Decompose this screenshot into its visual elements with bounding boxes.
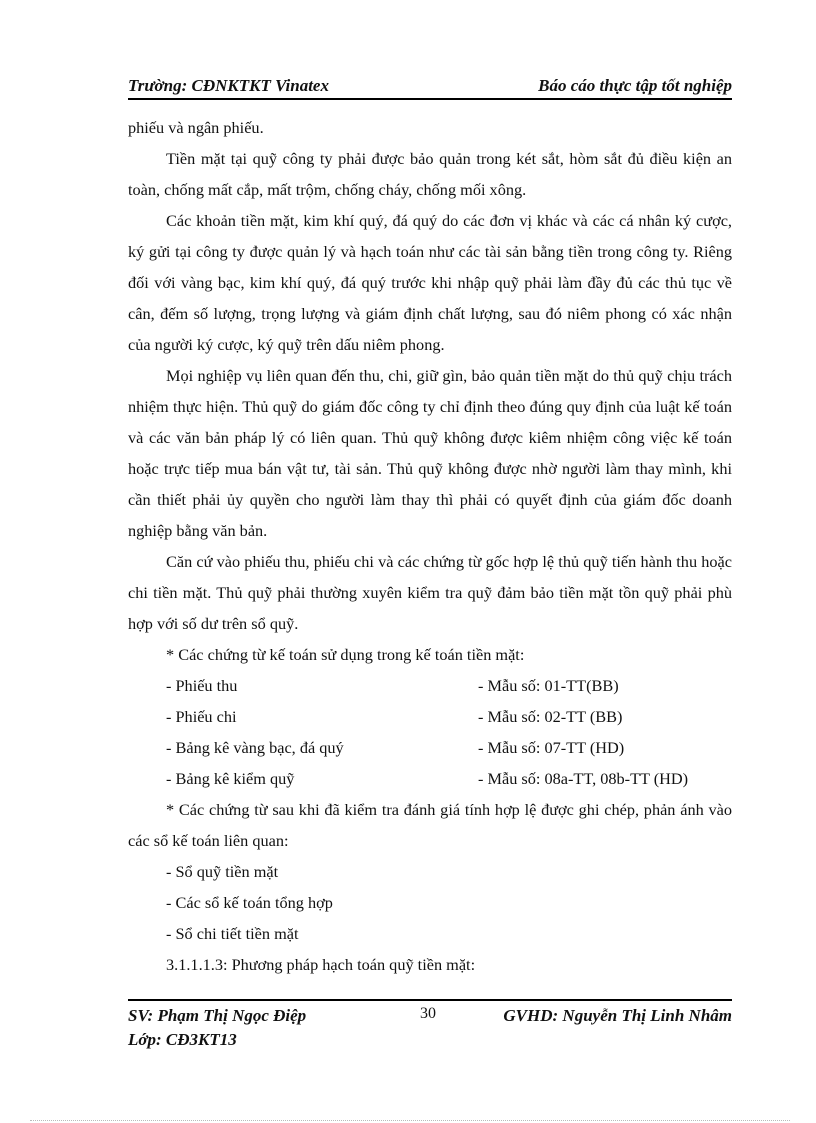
class-name: Lớp: CĐ3KT13 [128,1030,237,1049]
section-heading: 3.1.1.1.3: Phương pháp hạch toán quỹ tiền mặt: [166,955,476,974]
page-edge [30,1120,790,1121]
doc-row [128,763,732,794]
doc-row [128,732,732,763]
document-body [128,112,732,980]
paragraph: Các khoản tiền mặt, kim khí quý, đá quý do các đơn vị khác và các cá nhân ký cược, ký gửi tại công ty được quản lý và hạch toán như các tài sản bằng tiền trong công ty. Riêng đối với vàng bạc, kim khí quý, đá quý trước khi nhập quỹ phải làm đầy đủ các thủ tục về cân, đếm số lượng, trọng lượng và giám định chất lượng, sau đó niêm phong có xác nhận của người ký cược, ký quỹ trên dấu niêm phong. [128,211,732,354]
student-name: SV: Phạm Thị Ngọc Điệp [128,1006,307,1025]
book-item: - Sổ quỹ tiền mặt [166,862,279,881]
doc-name: - Bảng kê kiểm quỹ [166,769,295,788]
doc-form: - Mẫu số: 08a-TT, 08b-TT (HD) [478,769,689,788]
report-title: Báo cáo thực tập tốt nghiệp [538,76,732,95]
footer-rule [128,999,732,1001]
doc-row [128,670,732,701]
paragraph: Căn cứ vào phiếu thu, phiếu chi và các chứng từ gốc hợp lệ thủ quỹ tiến hành thu hoặc chi tiền mặt. Thủ quỹ phải thường xuyên kiểm tra quỹ đảm bảo tiền mặt tồn quỹ phải phù hợp với số dư trên sổ quỹ. [128,552,732,633]
doc-form: - Mẫu số: 07-TT (HD) [478,738,625,757]
doc-form: - Mẫu số: 01-TT(BB) [478,676,619,695]
page-header [128,76,732,100]
docs-heading: * Các chứng từ kế toán sử dụng trong kế toán tiền mặt: [166,645,525,664]
page-number: 30 [420,1005,436,1022]
paragraph: phiếu và ngân phiếu. [128,118,264,137]
books-heading: * Các chứng từ sau khi đã kiểm tra đánh giá tính hợp lệ được ghi chép, phản ánh vào các sổ kế toán liên quan: [128,800,732,850]
doc-name: - Phiếu thu [166,676,238,695]
advisor-name: GVHD: Nguyễn Thị Linh Nhâm [503,1006,732,1025]
doc-name: - Bảng kê vàng bạc, đá quý [166,738,344,757]
school-name: Trường: CĐNKTKT Vinatex [128,76,329,95]
doc-name: - Phiếu chi [166,707,237,726]
paragraph: Tiền mặt tại quỹ công ty phải được bảo quản trong két sắt, hòm sắt đủ điều kiện an toàn, chống mất cắp, mất trộm, chống cháy, chống mối xông. [128,149,732,199]
paragraph: Mọi nghiệp vụ liên quan đến thu, chi, giữ gìn, bảo quản tiền mặt do thủ quỹ chịu trách nhiệm thực hiện. Thủ quỹ do giám đốc công ty chỉ định theo đúng quy định của luật kế toán và các văn bản pháp lý có liên quan. Thủ quỹ không được kiêm nhiệm công việc kế toán hoặc trực tiếp mua bán vật tư, tài sản. Thủ quỹ không được nhờ người làm thay mình, khi cần thiết phải ủy quyền cho người làm thay thì phải có quyết định của giám đốc doanh nghiệp bằng văn bản. [128,366,732,540]
book-item: - Sổ chi tiết tiền mặt [166,924,299,943]
doc-form: - Mẫu số: 02-TT (BB) [478,707,623,726]
doc-row [128,701,732,732]
book-item: - Các sổ kế toán tổng hợp [166,893,333,912]
